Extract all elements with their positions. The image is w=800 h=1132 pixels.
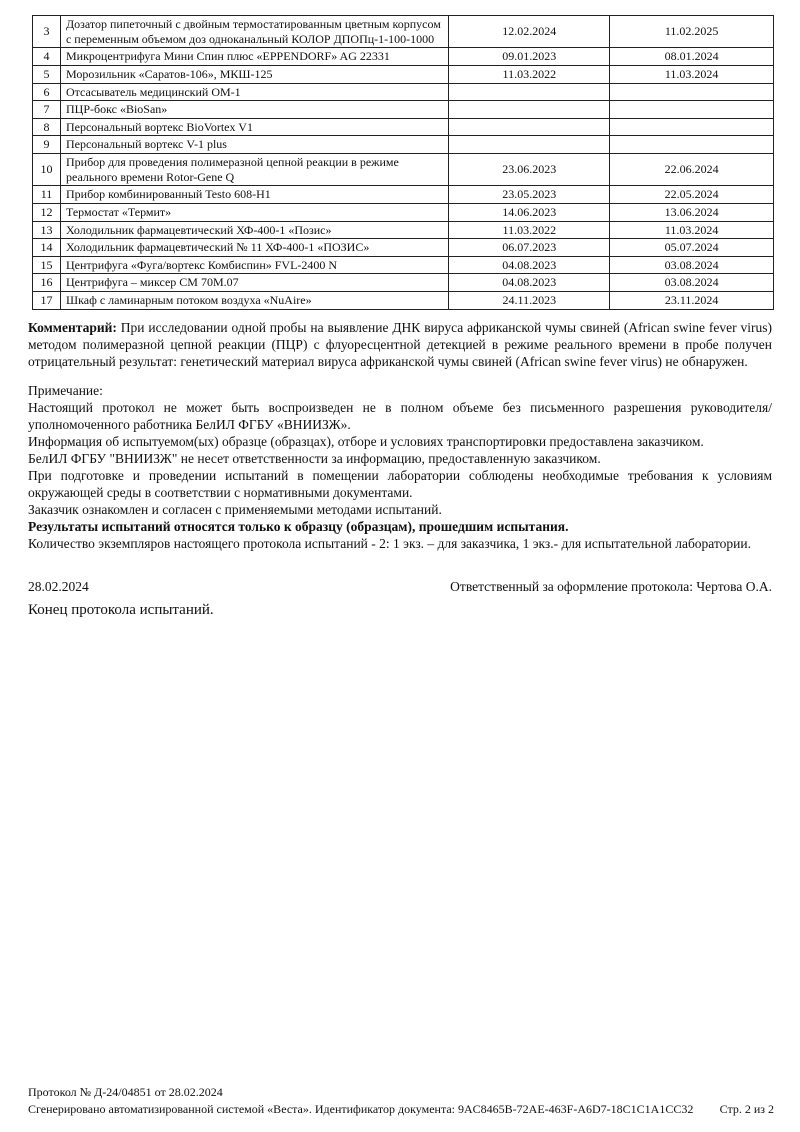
table-row [33, 256, 774, 274]
verification-date-cell: 04.08.2023 [449, 274, 610, 292]
table-row [33, 48, 774, 66]
verification-due-cell [610, 83, 774, 101]
verification-due-cell: 05.07.2024 [610, 239, 774, 257]
equipment-name-cell: Центрифуга «Фуга/вортекс Комбиспин» FVL-2400 N [60, 256, 448, 274]
verification-due-cell: 08.01.2024 [610, 48, 774, 66]
comment-label: Комментарий: [28, 319, 117, 335]
copies-statement: Количество экземпляров настоящего протокола испытаний - 2: 1 экз. – для заказчика, 1 экз.- для испытательной лаборатории. [28, 535, 751, 551]
verification-date-cell: 04.08.2023 [449, 256, 610, 274]
verification-due-cell: 13.06.2024 [610, 203, 774, 221]
verification-due-cell: 11.02.2025 [610, 16, 774, 48]
end-of-protocol-line: Конец протокола испытаний. [28, 601, 214, 618]
equipment-name-cell: ПЦР-бокс «BioSan» [60, 101, 448, 119]
verification-date-cell [449, 101, 610, 119]
verification-date-cell: 23.06.2023 [449, 154, 610, 186]
verification-due-cell: 03.08.2024 [610, 274, 774, 292]
table-row [33, 221, 774, 239]
row-number-cell: 12 [33, 203, 61, 221]
verification-due-cell [610, 136, 774, 154]
equipment-name-cell: Термостат «Термит» [60, 203, 448, 221]
row-number-cell: 3 [33, 16, 61, 48]
table-row [33, 65, 774, 83]
equipment-name-cell: Отсасыватель медицинский ОМ-1 [60, 83, 448, 101]
signature-date: 28.02.2024 [28, 578, 89, 594]
equipment-name-cell: Персональный вортекс BioVortex V1 [60, 118, 448, 136]
row-number-cell: 4 [33, 48, 61, 66]
responsible-person: Ответственный за оформление протокола: Чертова О.А. [450, 578, 772, 594]
verification-due-cell: 03.08.2024 [610, 256, 774, 274]
equipment-name-cell: Морозильник «Саратов-106», МКШ-125 [60, 65, 448, 83]
footer-page-indicator: Стр. 2 из 2 [719, 1102, 774, 1116]
table-row [33, 274, 774, 292]
note-item: Информация об испытуемом(ых) образце (образцах), отборе и условиях транспортировки предоставлена заказчиком. [28, 433, 704, 449]
footer-generated-text: Сгенерировано автоматизированной системой «Веста». Идентификатор документа: 9AC8465B-72AE-463F-A6D7-18C1C1A1CC32 [28, 1102, 694, 1116]
verification-date-cell [449, 136, 610, 154]
notes-section [28, 382, 772, 552]
comment-text: При исследовании одной пробы на выявление ДНК вируса африканской чумы свиней (African swine fever virus) методом полимеразной цепной реакции (ПЦР) с флуоресцентной детекцией в режиме реального времени в пробе получен отрицательный результат: генетический материал вируса африканской чумы свиней (African swine fever virus) не обнаружен. [28, 319, 772, 369]
verification-due-cell: 22.05.2024 [610, 186, 774, 204]
verification-date-cell: 06.07.2023 [449, 239, 610, 257]
row-number-cell: 9 [33, 136, 61, 154]
note-item: БелИЛ ФГБУ "ВНИИЗЖ" не несет ответственности за информацию, предоставленную заказчиком. [28, 450, 601, 466]
table-row [33, 203, 774, 221]
comment-paragraph [28, 319, 772, 370]
table-row [33, 16, 774, 48]
note-item: Заказчик ознакомлен и согласен с применяемыми методами испытаний. [28, 501, 442, 517]
verification-due-cell: 11.03.2024 [610, 65, 774, 83]
verification-date-cell: 24.11.2023 [449, 292, 610, 310]
equipment-name-cell: Шкаф с ламинарным потоком воздуха «NuAire» [60, 292, 448, 310]
row-number-cell: 11 [33, 186, 61, 204]
row-number-cell: 10 [33, 154, 61, 186]
equipment-name-cell: Центрифуга – миксер СМ 70М.07 [60, 274, 448, 292]
verification-due-cell: 22.06.2024 [610, 154, 774, 186]
equipment-name-cell: Холодильник фармацевтический № 11 ХФ-400-1 «ПОЗИС» [60, 239, 448, 257]
verification-due-cell: 23.11.2024 [610, 292, 774, 310]
equipment-name-cell: Дозатор пипеточный с двойным термостатированным цветным корпусом с переменным объемом доз одноканальный КОЛОР ДПОПц-1-100-1000 [60, 16, 448, 48]
table-row [33, 154, 774, 186]
row-number-cell: 17 [33, 292, 61, 310]
row-number-cell: 16 [33, 274, 61, 292]
note-item: При подготовке и проведении испытаний в помещении лаборатории соблюдены необходимые требования к условиям окружающей среды в соответствии с нормативными документами. [28, 467, 772, 500]
verification-due-cell: 11.03.2024 [610, 221, 774, 239]
footer-protocol-number: Протокол № Д-24/04851 от 28.02.2024 [28, 1085, 223, 1099]
equipment-name-cell: Прибор комбинированный Testo 608-H1 [60, 186, 448, 204]
row-number-cell: 6 [33, 83, 61, 101]
verification-due-cell [610, 118, 774, 136]
equipment-table-body [33, 16, 774, 310]
equipment-table [32, 15, 774, 310]
row-number-cell: 8 [33, 118, 61, 136]
row-number-cell: 5 [33, 65, 61, 83]
notes-title: Примечание: [28, 382, 103, 398]
verification-date-cell [449, 83, 610, 101]
row-number-cell: 7 [33, 101, 61, 119]
table-row [33, 292, 774, 310]
signature-row [28, 578, 772, 595]
verification-due-cell [610, 101, 774, 119]
table-row [33, 136, 774, 154]
equipment-name-cell: Персональный вортекс V-1 plus [60, 136, 448, 154]
table-row [33, 239, 774, 257]
equipment-name-cell: Микроцентрифуга Мини Спин плюс «EPPENDORF» AG 22331 [60, 48, 448, 66]
equipment-name-cell: Прибор для проведения полимеразной цепной реакции в режиме реального времени Rotor-Gene Q [60, 154, 448, 186]
row-number-cell: 15 [33, 256, 61, 274]
footer-generated-row [28, 1101, 774, 1118]
row-number-cell: 13 [33, 221, 61, 239]
results-statement: Результаты испытаний относятся только к образцу (образцам), прошедшим испытания. [28, 518, 569, 534]
table-row [33, 186, 774, 204]
row-number-cell: 14 [33, 239, 61, 257]
table-row [33, 101, 774, 119]
verification-date-cell: 23.05.2023 [449, 186, 610, 204]
table-row [33, 83, 774, 101]
verification-date-cell [449, 118, 610, 136]
verification-date-cell: 11.03.2022 [449, 65, 610, 83]
verification-date-cell: 12.02.2024 [449, 16, 610, 48]
equipment-name-cell: Холодильник фармацевтический ХФ-400-1 «Позис» [60, 221, 448, 239]
table-row [33, 118, 774, 136]
verification-date-cell: 09.01.2023 [449, 48, 610, 66]
page-footer [28, 1084, 774, 1118]
verification-date-cell: 14.06.2023 [449, 203, 610, 221]
verification-date-cell: 11.03.2022 [449, 221, 610, 239]
note-item: Настоящий протокол не может быть воспроизведен не в полном объеме без письменного разрешения руководителя/уполномоченного работника БелИЛ ФГБУ «ВНИИЗЖ». [28, 399, 772, 432]
